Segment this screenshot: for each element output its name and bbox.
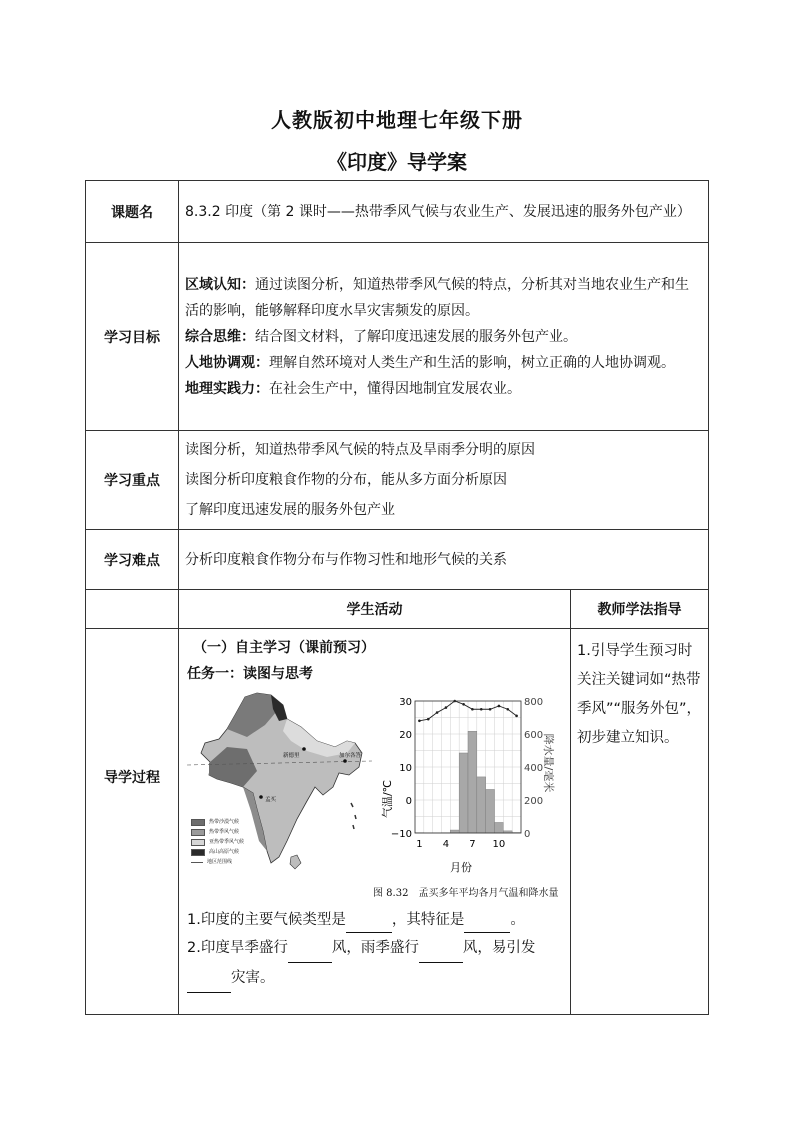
q2-text: 2.印度旱季盛行 <box>187 940 288 956</box>
sri-lanka <box>290 855 301 869</box>
temperature-point-11 <box>506 708 509 711</box>
temperature-point-4 <box>445 706 448 709</box>
document-subtitle: 《印度》导学案 <box>327 150 467 174</box>
goal-item <box>185 324 702 350</box>
goals-label: 学习目标 <box>86 243 179 431</box>
legend-label: 地区范围线 <box>207 859 233 865</box>
goal-key: 人地协调观： <box>185 354 269 371</box>
process-label: 导学过程 <box>86 629 179 1015</box>
q2-text: 风，雨季盛行 <box>331 940 419 956</box>
document-title: 人教版初中地理七年级下册 <box>271 108 523 132</box>
q2-text: 灾害。 <box>231 970 275 986</box>
teacher-guide-cell: 1.引导学生预习时关注关键词如“热带季风”“服务外包”，初步建立知识。 <box>571 629 709 1015</box>
row-key-points <box>86 431 709 530</box>
task-heading: 任务一：读图与思考 <box>187 666 313 682</box>
legend-swatch <box>191 862 203 863</box>
goal-key: 地理实践力： <box>185 380 269 397</box>
row-column-headers <box>86 590 709 629</box>
chart-y2tick: 800 <box>524 697 544 708</box>
chart-y2tick: 200 <box>524 796 544 807</box>
difficulties-content: 分析印度粮食作物分布与作物习性和地形气候的关系 <box>179 530 709 590</box>
chart-ytick: 0 <box>405 796 412 807</box>
legend-item <box>191 849 232 875</box>
precip-bar-7 <box>468 731 477 833</box>
mumbai-marker <box>259 795 263 799</box>
goals-content <box>179 243 709 431</box>
goal-item <box>185 272 702 324</box>
student-activity-header: 学生活动 <box>179 590 571 629</box>
map-label-new-delhi: 新德里 <box>283 753 300 759</box>
key-point-item: 读图分析印度粮食作物的分布，能从多方面分析原因 <box>185 472 507 488</box>
chart-ytick: 10 <box>399 763 412 774</box>
difficulties-label: 学习难点 <box>86 530 179 590</box>
goal-text: 在社会生产中，懂得因地制宜发展农业。 <box>269 380 521 397</box>
precip-bar-5 <box>450 830 459 833</box>
row-difficulties <box>86 530 709 590</box>
temperature-point-9 <box>489 708 492 711</box>
topic-label: 课题名 <box>86 181 179 243</box>
student-activity-cell <box>179 629 571 1015</box>
teacher-guide-header: 教师学法指导 <box>571 590 709 629</box>
chart-xtick: 4 <box>442 839 450 850</box>
new-delhi-marker <box>302 747 306 751</box>
chart-xtick: 7 <box>469 839 476 850</box>
key-points-content <box>179 431 709 530</box>
topic-content: 8.3.2 印度（第 2 课时——热带季风气候与农业生产、发展迅速的服务外包产业） <box>179 181 709 243</box>
chart-y2tick: 400 <box>524 763 544 774</box>
chart-xtick: 1 <box>416 839 423 850</box>
key-point-item: 了解印度迅速发展的服务外包产业 <box>185 502 395 518</box>
chart-xlabel: 月份 <box>450 861 472 874</box>
precip-bar-6 <box>459 753 468 833</box>
goal-text: 通过读图分析，知道热带季风气候的特点，分析其对当地农业生产和生活的影响，能够解释印度水旱灾害频发的原因。 <box>185 276 689 319</box>
q2-blank-3[interactable] <box>187 976 231 993</box>
temperature-point-2 <box>427 718 430 721</box>
figure-area <box>187 691 564 901</box>
lesson-table <box>85 180 709 1015</box>
q2-blank-2[interactable] <box>419 946 463 963</box>
q1-blank-1[interactable] <box>346 916 392 933</box>
temperature-point-1 <box>418 720 421 723</box>
goal-key: 区域认知： <box>185 276 255 293</box>
chart-y2tick: 0 <box>524 829 531 840</box>
chart-ylabel: 气温/℃ <box>381 779 394 819</box>
row-topic <box>86 181 709 243</box>
q1-text: 。 <box>510 912 525 928</box>
q2-text: 风，易引发 <box>462 940 536 956</box>
row-goals <box>86 243 709 431</box>
chart-y2label: 降水量/毫米 <box>542 733 555 793</box>
kolkata-marker <box>343 759 347 763</box>
empty-header-cell <box>86 590 179 629</box>
precip-bar-8 <box>477 777 486 833</box>
goal-item <box>185 350 702 376</box>
mumbai-climate-chart <box>381 691 555 876</box>
key-point-item: 读图分析，知道热带季风气候的特点及旱雨季分明的原因 <box>185 442 535 458</box>
q1-text: ，其特征是 <box>391 912 465 928</box>
precip-bar-9 <box>486 789 495 833</box>
q2-blank-1[interactable] <box>288 946 332 963</box>
key-points-label: 学习重点 <box>86 431 179 530</box>
map-label-mumbai: 孟买 <box>265 797 277 803</box>
goal-key: 综合思维： <box>185 328 255 345</box>
temperature-point-3 <box>436 711 439 714</box>
chart-y2tick: 600 <box>524 730 544 741</box>
figure-caption: 图 8.32 孟买多年平均各月气温和降水量 <box>373 888 559 899</box>
islands <box>351 803 356 829</box>
section-heading: （一）自主学习（课前预习） <box>193 640 375 656</box>
chart-xtick: 10 <box>492 839 506 850</box>
chart-ytick: −10 <box>390 829 412 840</box>
row-process <box>86 629 709 1015</box>
question-2 <box>187 933 564 993</box>
goal-text: 结合图文材料，了解印度迅速发展的服务外包产业。 <box>255 328 577 345</box>
legend-label: 热带季风气候 <box>209 829 240 835</box>
goal-item <box>185 376 702 402</box>
question-1 <box>187 907 564 933</box>
temperature-point-12 <box>515 715 518 718</box>
legend-label: 热带沙漠气候 <box>209 819 240 825</box>
temperature-point-6 <box>462 703 465 706</box>
chart-ytick: 30 <box>399 697 412 708</box>
legend-label: 高山高原气候 <box>209 849 240 855</box>
q1-blank-2[interactable] <box>464 916 510 933</box>
precip-bar-10 <box>495 822 504 833</box>
goal-text: 理解自然环境对人类生产和生活的影响，树立正确的人地协调观。 <box>269 354 675 371</box>
temperature-point-8 <box>480 708 483 711</box>
map-label-kolkata: 加尔各答 <box>339 753 362 759</box>
temperature-point-10 <box>498 705 501 708</box>
legend-label: 亚热带季风气候 <box>209 839 245 845</box>
chart-bars <box>415 731 521 833</box>
q1-text: 1.印度的主要气候类型是 <box>187 912 346 928</box>
temperature-point-7 <box>471 708 474 711</box>
chart-ytick: 20 <box>399 730 412 741</box>
